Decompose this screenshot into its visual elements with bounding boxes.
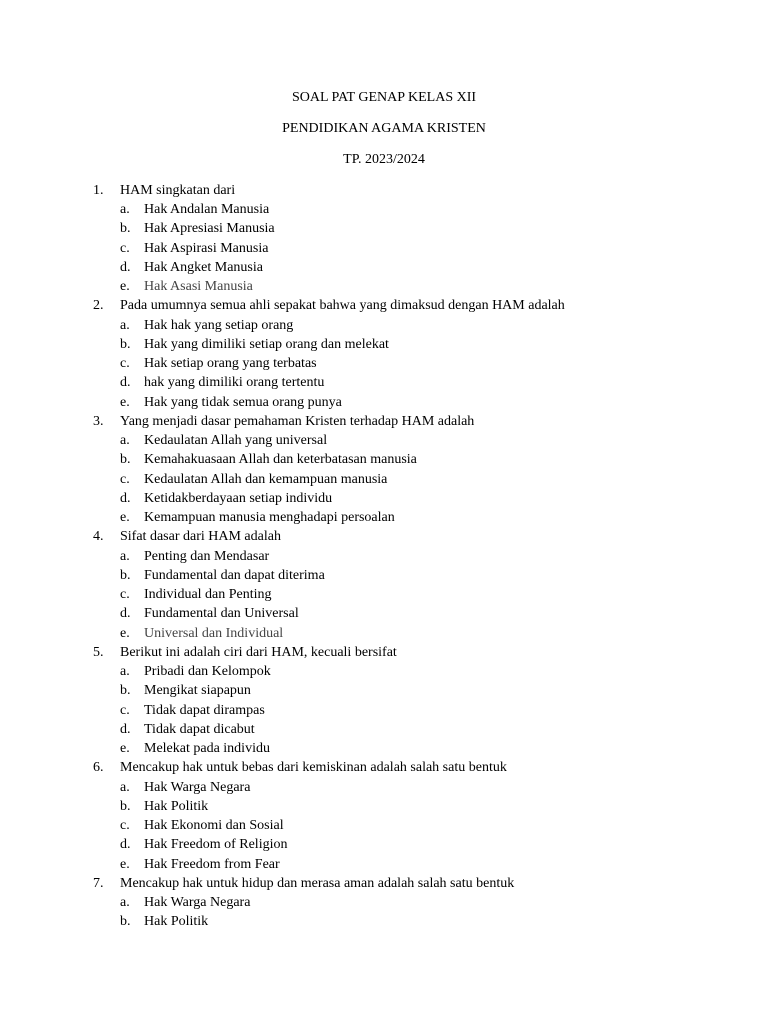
option-text: Kedaulatan Allah yang universal bbox=[144, 433, 328, 448]
option-letter: a. bbox=[120, 202, 130, 217]
option-letter: d. bbox=[120, 837, 131, 852]
question-text: Berikut ini adalah ciri dari HAM, kecuali bersifat bbox=[120, 645, 397, 660]
option-letter: a. bbox=[120, 318, 130, 333]
option-letter: d. bbox=[120, 722, 131, 737]
option-text: Hak Angket Manusia bbox=[144, 260, 263, 275]
document-subject: PENDIDIKAN AGAMA KRISTEN bbox=[282, 121, 486, 136]
question-text: HAM singkatan dari bbox=[120, 183, 236, 198]
option-text: Melekat pada individu bbox=[144, 741, 270, 756]
option-text: Kemampuan manusia menghadapi persoalan bbox=[144, 510, 395, 525]
option-letter: e. bbox=[120, 395, 130, 410]
question-number: 6. bbox=[93, 760, 104, 775]
question-number: 3. bbox=[93, 414, 104, 429]
document-title: SOAL PAT GENAP KELAS XII bbox=[291, 90, 477, 105]
option-text: Hak Politik bbox=[144, 914, 209, 929]
question-number: 1. bbox=[93, 183, 104, 198]
option-letter: b. bbox=[120, 221, 131, 236]
option-text: Hak Aspirasi Manusia bbox=[144, 241, 269, 256]
option-letter: b. bbox=[120, 452, 131, 467]
question-number: 5. bbox=[93, 645, 104, 660]
option-text: Pribadi dan Kelompok bbox=[144, 664, 271, 679]
option-text: Fundamental dan Universal bbox=[144, 606, 299, 621]
option-letter: a. bbox=[120, 780, 130, 795]
question-number: 7. bbox=[93, 876, 104, 891]
option-letter: c. bbox=[120, 356, 130, 371]
option-letter: d. bbox=[120, 491, 131, 506]
option-letter: b. bbox=[120, 568, 131, 583]
option-letter: e. bbox=[120, 279, 130, 294]
question-text: Yang menjadi dasar pemahaman Kristen terhadap HAM adalah bbox=[120, 414, 475, 429]
option-text: Hak Freedom of Religion bbox=[144, 837, 288, 852]
option-letter: e. bbox=[120, 510, 130, 525]
option-text: hak yang dimiliki orang tertentu bbox=[144, 375, 325, 390]
option-text: Hak Asasi Manusia bbox=[144, 279, 253, 294]
option-text: Kemahakuasaan Allah dan keterbatasan manusia bbox=[144, 452, 417, 467]
option-text: Penting dan Mendasar bbox=[144, 549, 270, 564]
option-letter: d. bbox=[120, 606, 131, 621]
option-text: Fundamental dan dapat diterima bbox=[144, 568, 325, 583]
option-text: Hak Warga Negara bbox=[144, 895, 251, 910]
option-text: Hak Apresiasi Manusia bbox=[144, 221, 275, 236]
option-text: Hak Freedom from Fear bbox=[144, 857, 280, 872]
option-text: Hak Andalan Manusia bbox=[144, 202, 270, 217]
option-letter: a. bbox=[120, 664, 130, 679]
option-text: Hak yang tidak semua orang punya bbox=[144, 395, 342, 410]
option-letter: b. bbox=[120, 799, 131, 814]
question-text: Mencakup hak untuk bebas dari kemiskinan adalah salah satu bentuk bbox=[120, 760, 507, 775]
option-text: Tidak dapat dicabut bbox=[144, 722, 255, 737]
option-text: Hak hak yang setiap orang bbox=[144, 318, 294, 333]
question-number: 2. bbox=[93, 298, 104, 313]
question-text: Sifat dasar dari HAM adalah bbox=[120, 529, 281, 544]
option-letter: b. bbox=[120, 914, 131, 929]
question-text: Pada umumnya semua ahli sepakat bahwa yang dimaksud dengan HAM adalah bbox=[120, 298, 565, 313]
option-letter: b. bbox=[120, 337, 131, 352]
option-letter: c. bbox=[120, 241, 130, 256]
option-letter: d. bbox=[120, 260, 131, 275]
option-letter: c. bbox=[120, 818, 130, 833]
option-letter: d. bbox=[120, 375, 131, 390]
option-letter: c. bbox=[120, 703, 130, 718]
option-text: Mengikat siapapun bbox=[144, 683, 251, 698]
question-text: Mencakup hak untuk hidup dan merasa aman adalah salah satu bentuk bbox=[120, 876, 515, 891]
option-text: Individual dan Penting bbox=[144, 587, 272, 602]
option-text: Hak Ekonomi dan Sosial bbox=[144, 818, 284, 833]
option-letter: e. bbox=[120, 626, 130, 641]
option-letter: a. bbox=[120, 549, 130, 564]
option-letter: b. bbox=[120, 683, 131, 698]
document-year: TP. 2023/2024 bbox=[343, 152, 425, 167]
option-text: Kedaulatan Allah dan kemampuan manusia bbox=[144, 472, 388, 487]
option-letter: a. bbox=[120, 433, 130, 448]
option-text: Hak yang dimiliki setiap orang dan melekat bbox=[144, 337, 389, 352]
option-letter: a. bbox=[120, 895, 130, 910]
option-text: Hak Warga Negara bbox=[144, 780, 251, 795]
option-letter: e. bbox=[120, 857, 130, 872]
option-text: Hak setiap orang yang terbatas bbox=[144, 356, 317, 371]
option-text: Universal dan Individual bbox=[144, 626, 284, 641]
option-text: Tidak dapat dirampas bbox=[144, 703, 265, 718]
question-number: 4. bbox=[93, 529, 104, 544]
option-letter: e. bbox=[120, 741, 130, 756]
option-text: Hak Politik bbox=[144, 799, 209, 814]
option-letter: c. bbox=[120, 587, 130, 602]
option-letter: c. bbox=[120, 472, 130, 487]
option-text: Ketidakberdayaan setiap individu bbox=[144, 491, 333, 506]
